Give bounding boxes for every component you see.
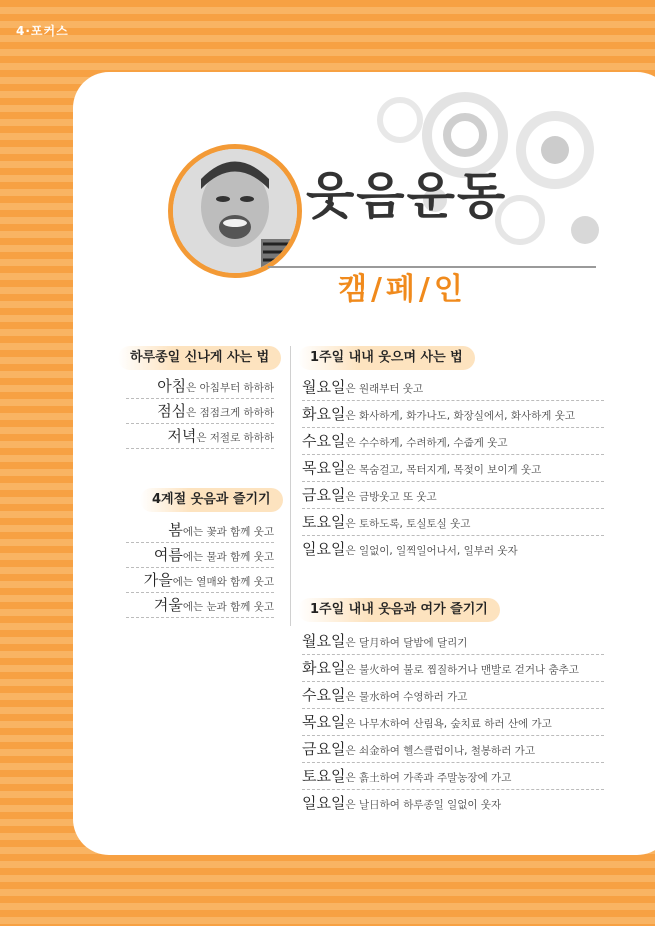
- list-item: 월요일은 원래부터 웃고: [302, 374, 604, 401]
- list-item: 금요일은 금방웃고 또 웃고: [302, 482, 604, 509]
- list-item: 여름에는 물과 함께 웃고: [126, 543, 274, 568]
- list-item: 수요일은 물水하여 수영하러 가고: [302, 682, 604, 709]
- section-heading: 하루종일 신나게 사는 법: [118, 346, 281, 370]
- list-item: 화요일은 불火하여 불로 찜질하거나 맨발로 걷거나 춤추고: [302, 655, 604, 682]
- list-item: 일요일은 일없이, 일찍일어나서, 일부러 웃자: [302, 540, 518, 558]
- list-item: 수요일은 수수하게, 수려하게, 수줍게 웃고: [302, 428, 604, 455]
- list-item: 화요일은 화사하게, 화가나도, 화장실에서, 화사하게 웃고: [302, 401, 604, 428]
- right-list-2: [302, 628, 604, 816]
- left-list-1: [126, 374, 274, 449]
- list-item: 토요일은 흙土하여 가족과 주말농장에 가고: [302, 763, 604, 790]
- list-item: 아침은 아침부터 하하하: [126, 374, 274, 399]
- section-heading: 1주일 내내 웃으며 사는 법: [298, 346, 475, 370]
- right-list-1: [302, 374, 604, 562]
- page-subtitle: 캠/페/인: [338, 272, 467, 307]
- child-photo: [168, 144, 302, 278]
- column-divider: [290, 346, 291, 626]
- list-item: 점심은 점점크게 하하하: [126, 399, 274, 424]
- page-title: 웃음운동: [306, 166, 508, 225]
- list-item: 봄에는 꽃과 함께 웃고: [126, 518, 274, 543]
- list-item: 저녁은 저절로 하하하: [126, 424, 274, 449]
- section-heading: 4계절 웃음과 즐기기: [140, 488, 283, 512]
- list-item: 일요일은 날日하여 하루종일 일없이 웃자: [302, 794, 502, 812]
- list-item: 목요일은 목숨걸고, 목터지게, 목젖이 보이게 웃고: [302, 455, 604, 482]
- section-heading: 1주일 내내 웃음과 여가 즐기기: [298, 598, 500, 622]
- list-item: 목요일은 나무木하여 산림욕, 숲치료 하러 산에 가고: [302, 709, 604, 736]
- list-item: 월요일은 달月하여 달밤에 달리기: [302, 628, 604, 655]
- list-item: 가을에는 열매와 함께 웃고: [126, 568, 274, 593]
- left-list-2: [126, 518, 274, 618]
- list-item: 겨울에는 눈과 함께 웃고: [126, 593, 274, 618]
- page-header-label: 4·포커스: [16, 24, 69, 38]
- list-item: 토요일은 토하도록, 토실토실 웃고: [302, 509, 604, 536]
- list-item: 금요일은 쇠金하여 헬스클럽이나, 철봉하러 가고: [302, 736, 604, 763]
